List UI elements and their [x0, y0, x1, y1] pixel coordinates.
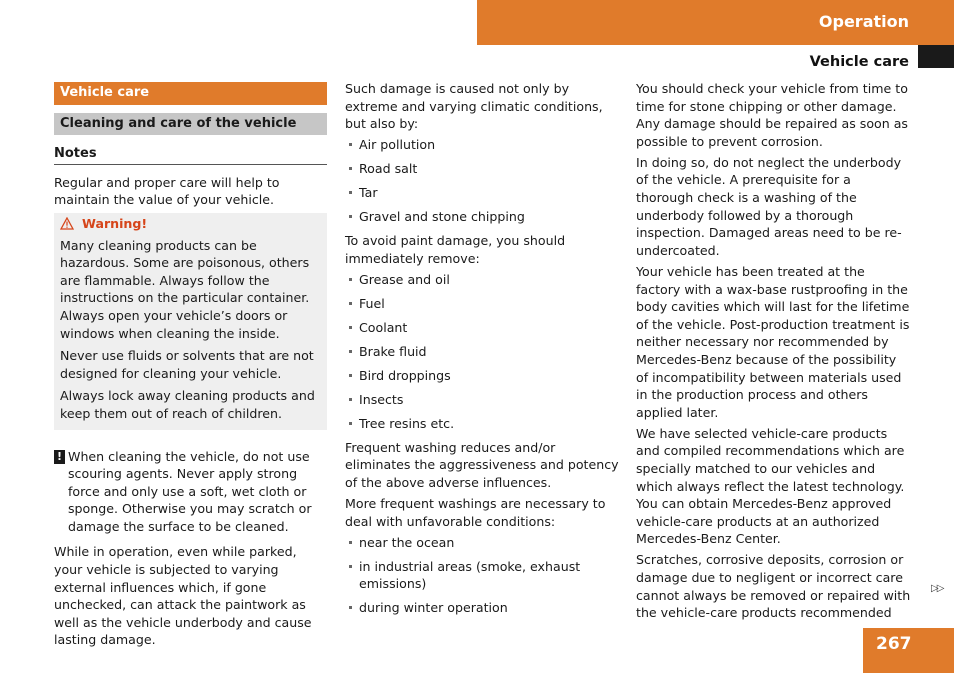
- warning-paragraph: Many cleaning products can be hazardous. Some are poisonous, others are flammable. Always follow the instructions on the particular container. Always open your vehicle’s doors or windows when cleaning the inside.: [60, 237, 310, 341]
- page-number-box: [863, 628, 954, 673]
- section-header: Vehicle care: [809, 54, 909, 70]
- body-paragraph: While in operation, even while parked, your vehicle is subjected to varying external influences which, if gone unchecked, can attack the paintwork as well as the vehicle underbody and cause lasting damage.: [54, 544, 312, 648]
- list-item: Coolant: [345, 319, 620, 337]
- body-paragraph: We have selected vehicle-care products and compiled recommendations which are specially matched to our vehicles and which always reflect the latest technology. You can obtain Mercedes-Benz approved vehicle-care products at an authorized Mercedes-Benz Center.: [636, 425, 905, 547]
- warning-box: [54, 213, 327, 430]
- column-3: [636, 80, 911, 625]
- warning-triangle-icon: [60, 217, 74, 230]
- list-item: Air pollution: [345, 136, 620, 154]
- warning-paragraph: Never use fluids or solvents that are not designed for cleaning your vehicle.: [60, 348, 314, 381]
- exclamation-icon: !: [54, 450, 65, 464]
- page-number: 267: [876, 634, 912, 654]
- section-title: Vehicle care: [54, 82, 327, 105]
- intro-paragraph: Regular and proper care will help to maintain the value of your vehicle.: [54, 174, 280, 208]
- list-item: Road salt: [345, 160, 620, 178]
- list-item: Fuel: [345, 295, 620, 313]
- caution-text: When cleaning the vehicle, do not use scouring agents. Never apply strong force and only use a soft, wet cloth or sponge. Otherwise you may scratch or damage the surface to be cleaned.: [68, 448, 312, 534]
- thumb-tab-marker: [918, 45, 954, 68]
- list-item: near the ocean: [345, 534, 620, 552]
- body-paragraph: Scratches, corrosive deposits, corrosion or damage due to negligent or incorrect care cannot always be removed or repaired with the vehicle-care products recommended: [636, 552, 911, 621]
- chapter-header-bar: [477, 0, 954, 45]
- chapter-title: Operation: [818, 12, 909, 31]
- bullet-list: [345, 136, 620, 226]
- list-item: Insects: [345, 391, 620, 409]
- continued-arrows-icon: ▷▷: [931, 583, 943, 594]
- notes-heading: Notes: [54, 145, 327, 165]
- body-paragraph: You should check your vehicle from time to time for stone chipping or other damage. Any damage should be repaired as soon as possible to prevent corrosion.: [636, 81, 908, 149]
- list-item: during winter operation: [345, 599, 620, 617]
- list-item: Bird droppings: [345, 367, 620, 385]
- column-2: [345, 80, 620, 623]
- list-item: Grease and oil: [345, 271, 620, 289]
- body-paragraph: Frequent washing reduces and/or eliminates the aggressiveness and potency of the above adverse influences.: [345, 439, 619, 490]
- body-paragraph: Your vehicle has been treated at the factory with a wax-base rustproofing in the body cavities which will last for the lifetime of the vehicle. Post-production treatment is neither necessary nor recommended by Mercedes-Benz because of the possibility of incompatibility between materials used in the production process and others applied later.: [636, 263, 910, 420]
- bullet-list: [345, 534, 620, 617]
- body-paragraph: To avoid paint damage, you should immediately remove:: [345, 233, 566, 266]
- column-1: [54, 80, 327, 653]
- warning-paragraph: Always lock away cleaning products and keep them out of reach of children.: [60, 388, 315, 421]
- caution-note: [54, 448, 327, 536]
- list-item: in industrial areas (smoke, exhaust emissions): [345, 558, 620, 593]
- list-item: Tree resins etc.: [345, 415, 620, 433]
- subsection-title: Cleaning and care of the vehicle: [54, 113, 327, 136]
- list-item: Gravel and stone chipping: [345, 208, 620, 226]
- bullet-list: [345, 271, 620, 433]
- body-paragraph: In doing so, do not neglect the underbody of the vehicle. A prerequisite for a thorough check is a washing of the underbody followed by a thorough inspection. Damaged areas need to be re-undercoated.: [636, 154, 902, 258]
- body-paragraph: Such damage is caused not only by extreme and varying climatic conditions, but also by:: [345, 81, 603, 132]
- list-item: Tar: [345, 184, 620, 202]
- warning-title: Warning!: [82, 215, 148, 231]
- body-paragraph: More frequent washings are necessary to deal with unfavorable conditions:: [345, 496, 606, 529]
- list-item: Brake fluid: [345, 343, 620, 361]
